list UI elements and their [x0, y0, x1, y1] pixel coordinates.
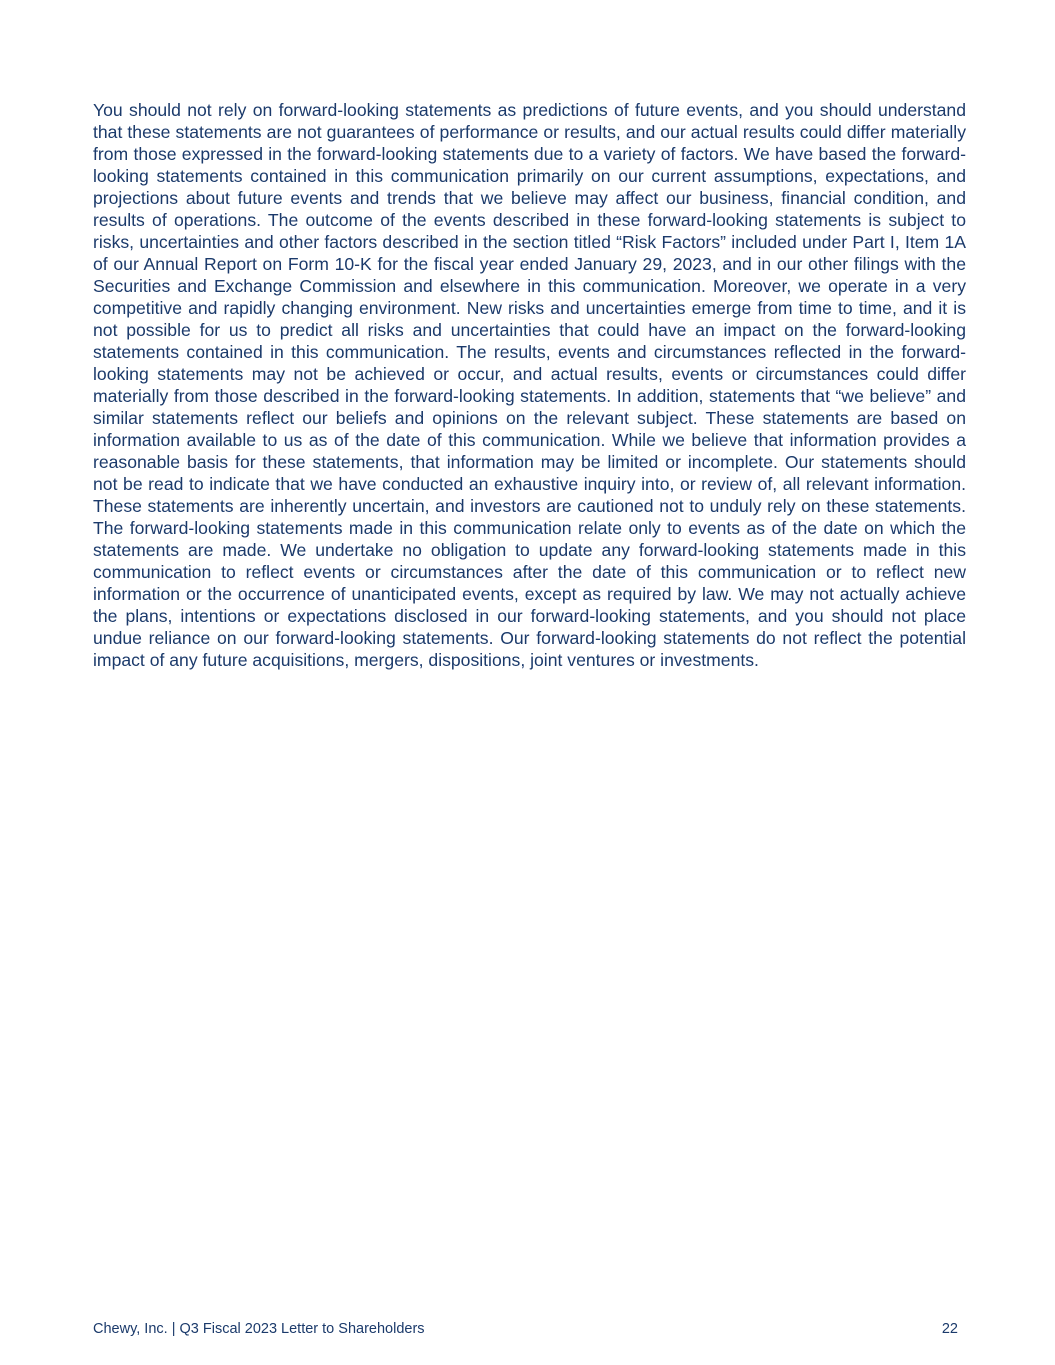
- footer-document-title: Chewy, Inc. | Q3 Fiscal 2023 Letter to Shareholders: [93, 1321, 425, 1337]
- forward-looking-statements-paragraph: You should not rely on forward-looking statements as predictions of future events, and you should understand that these statements are not guarantees of performance or results, and our actual results could differ materially from those expressed in the forward-looking statements due to a variety of factors. We have based the forward-looking statements contained in this communication primarily on our current assumptions, expectations, and projections about future events and trends that we believe may affect our business, financial condition, and results of operations. The outcome of the events described in these forward-looking statements is subject to risks, uncertainties and other factors described in the section titled “Risk Factors” included under Part I, Item 1A of our Annual Report on Form 10-K for the fiscal year ended January 29, 2023, and in our other filings with the Securities and Exchange Commission and elsewhere in this communication. Moreover, we operate in a very competitive and rapidly changing environment. New risks and uncertainties emerge from time to time, and it is not possible for us to predict all risks and uncertainties that could have an impact on the forward-looking statements contained in this communication. The results, events and circumstances reflected in the forward-looking statements may not be achieved or occur, and actual results, events or circumstances could differ materially from those described in the forward-looking statements. In addition, statements that “we believe” and similar statements reflect our beliefs and opinions on the relevant subject. These statements are based on information available to us as of the date of this communication. While we believe that information provides a reasonable basis for these statements, that information may be limited or incomplete. Our statements should not be read to indicate that we have conducted an exhaustive inquiry into, or review of, all relevant information. These statements are inherently uncertain, and investors are cautioned not to unduly rely on these statements. The forward-looking statements made in this communication relate only to events as of the date on which the statements are made. We undertake no obligation to update any forward-looking statements made in this communication to reflect events or circumstances after the date of this communication or to reflect new information or the occurrence of unanticipated events, except as required by law. We may not actually achieve the plans, intentions or expectations disclosed in our forward-looking statements, and you should not place undue reliance on our forward-looking statements. Our forward-looking statements do not reflect the potential impact of any future acquisitions, mergers, dispositions, joint ventures or investments.: [93, 100, 966, 670]
- footer-page-number: 22: [941, 1321, 958, 1337]
